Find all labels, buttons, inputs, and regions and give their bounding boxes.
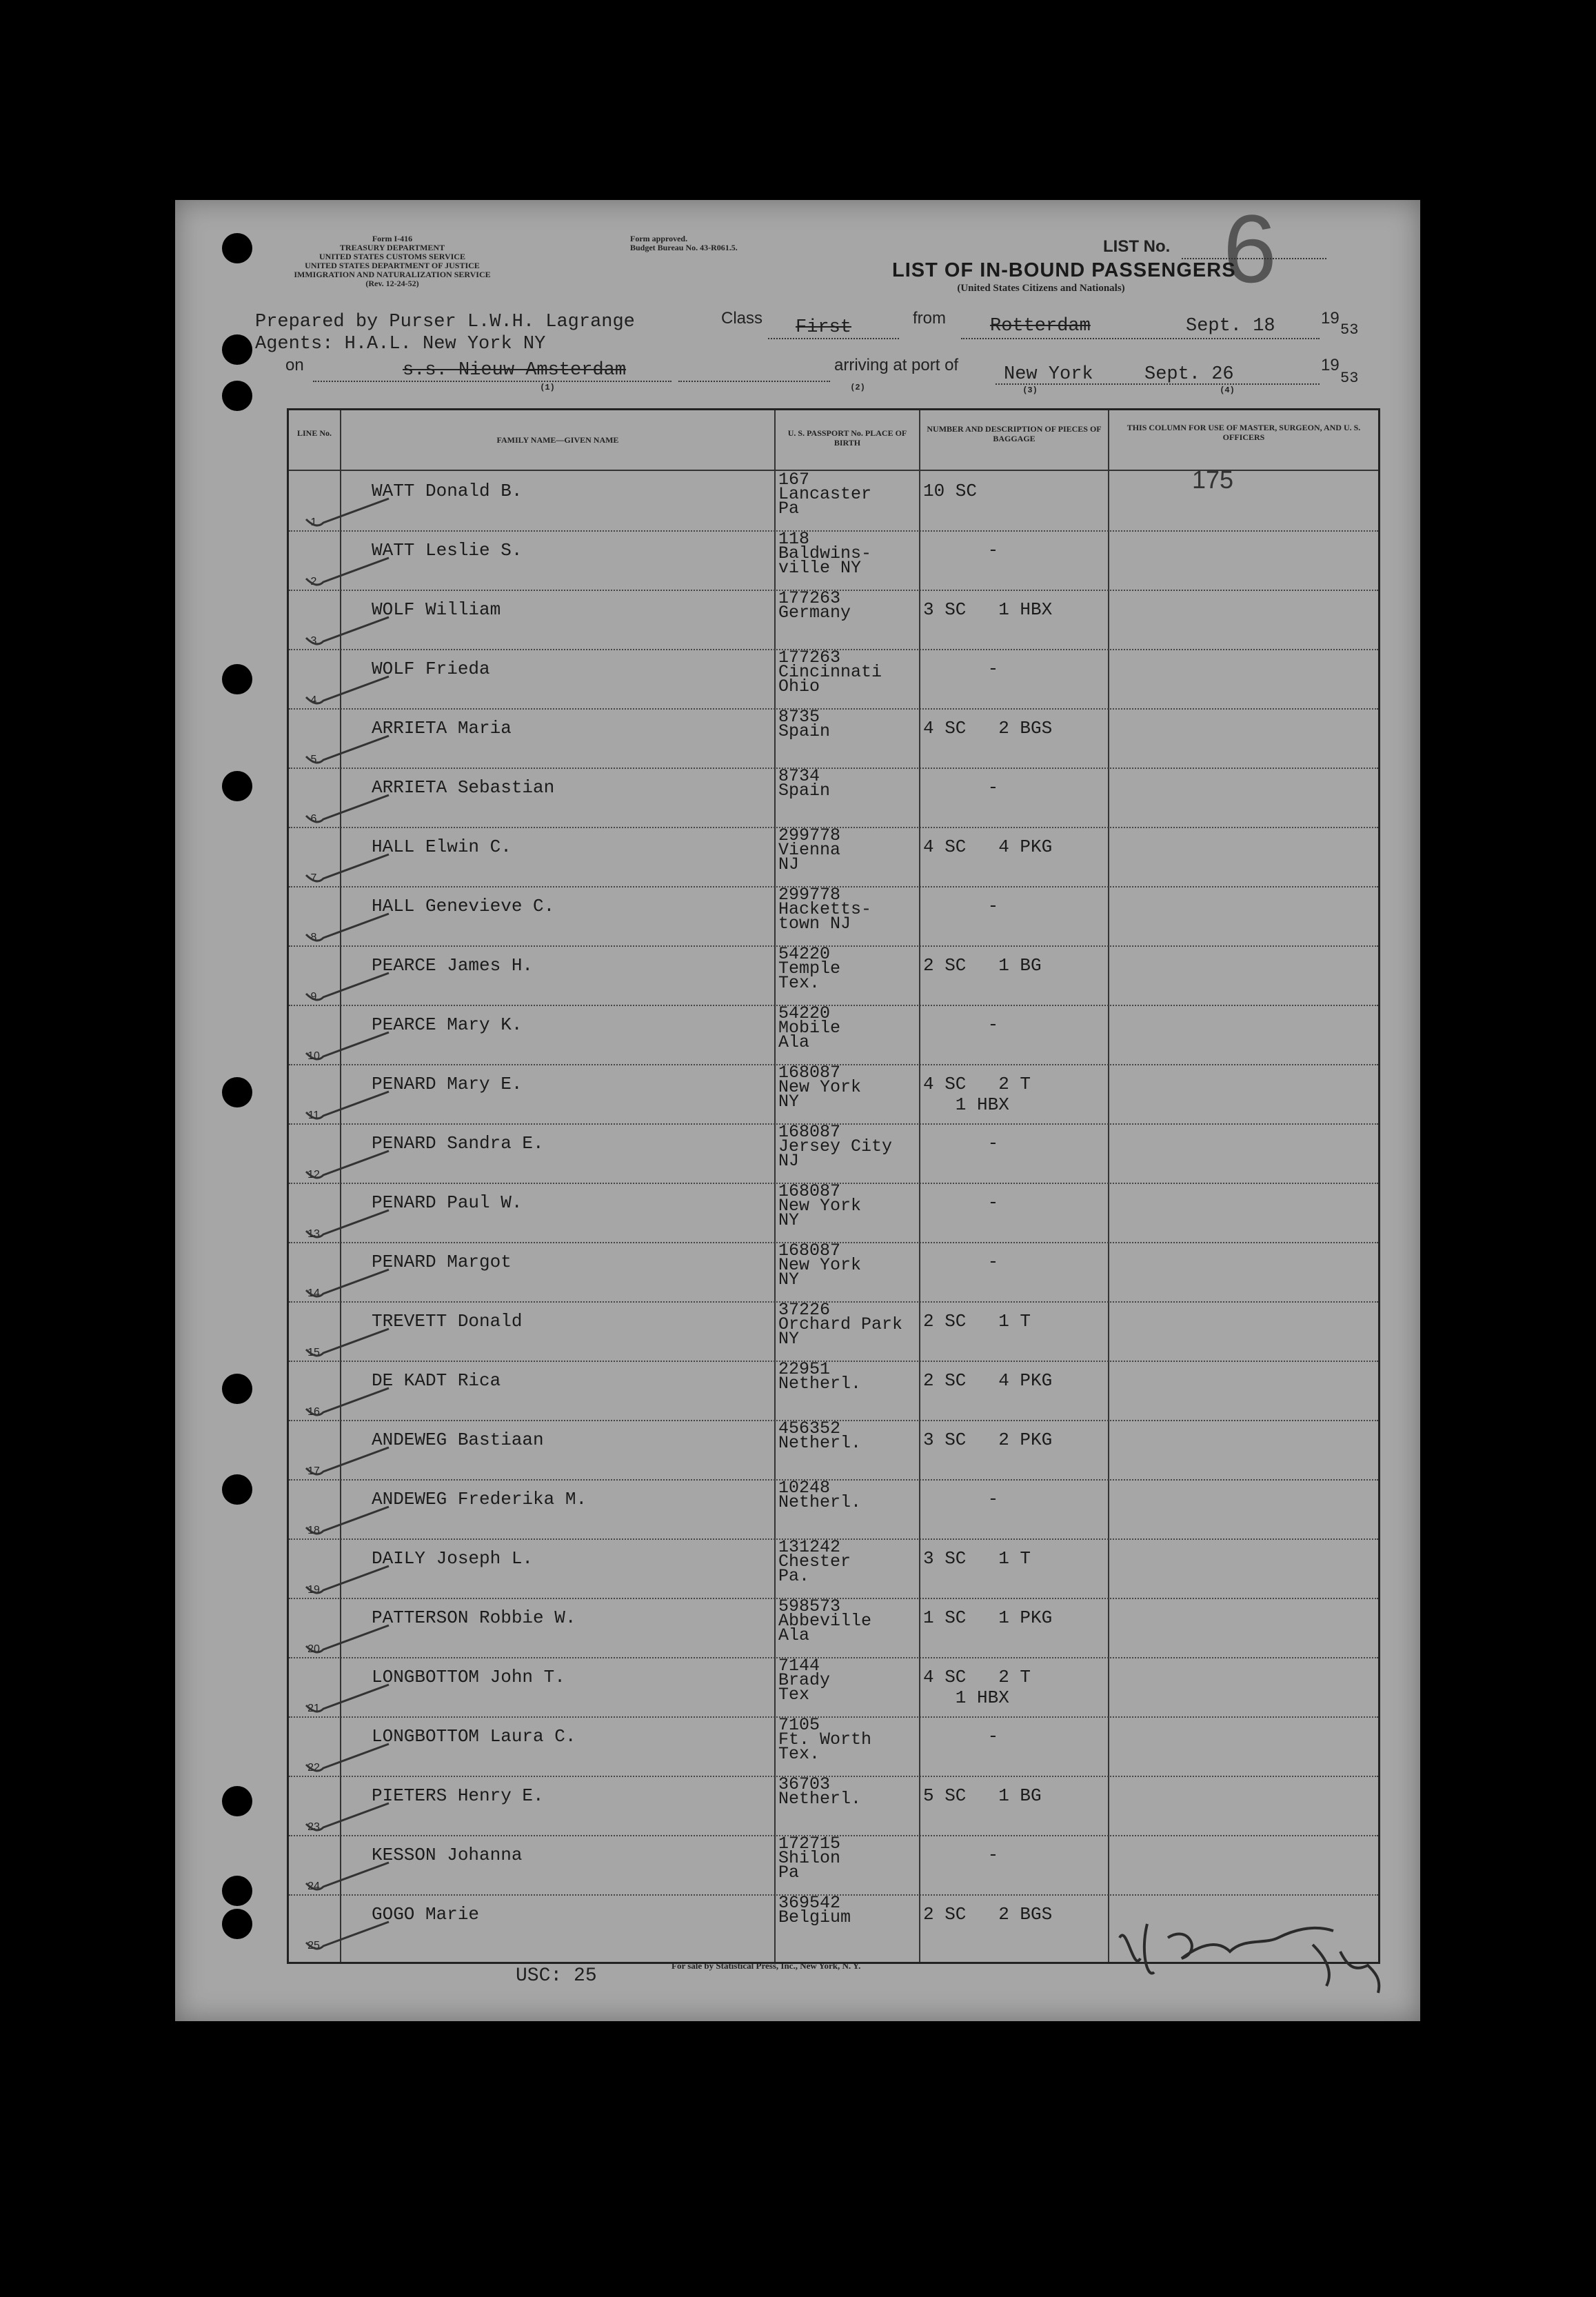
baggage: -	[923, 1252, 999, 1272]
table-row	[289, 886, 1378, 945]
check-mark	[303, 1203, 392, 1245]
table-row	[289, 1005, 1378, 1064]
passenger-name: GOGO Marie	[372, 1904, 480, 1925]
baggage: -	[923, 777, 999, 798]
passenger-name: TREVETT Donald	[372, 1311, 523, 1332]
table-row	[289, 1361, 1378, 1420]
table-row	[289, 649, 1378, 708]
table-row	[289, 1598, 1378, 1657]
punch-hole	[222, 233, 252, 263]
passport-birthplace: 168087 New York NY	[778, 1063, 862, 1112]
table-row	[289, 1657, 1378, 1716]
baggage: 4 SC 2 T 1 HBX	[923, 1074, 1031, 1115]
passport-birthplace: 8734 Spain	[778, 766, 831, 801]
passport-birthplace: 8735 Spain	[778, 707, 831, 741]
baggage: 3 SC 1 T	[923, 1548, 1031, 1569]
line-number: 5	[310, 754, 317, 765]
arrival-port: New York	[1004, 364, 1093, 385]
usc-count: USC: 25	[516, 1965, 597, 1987]
baggage: 2 SC 2 BGS	[923, 1904, 1053, 1925]
line-number: 13	[307, 1228, 320, 1240]
line-number: 1	[310, 516, 317, 528]
line-number: 9	[310, 991, 317, 1003]
passport-birthplace: 118 Baldwins- ville NY	[778, 529, 872, 578]
col-officers: THIS COLUMN FOR USE OF MASTER, SURGEON, AND U. S. OFFICERS	[1127, 423, 1361, 442]
passport-birthplace: 456352 Netherl.	[778, 1418, 862, 1453]
table-row	[289, 768, 1378, 827]
passport-birthplace: 177263 Cincinnati Ohio	[778, 648, 882, 696]
passport-birthplace: 168087 New York NY	[778, 1241, 862, 1290]
form-number: Form I-416	[372, 234, 413, 243]
arrival-year-prefix: 19	[1321, 356, 1340, 374]
check-mark	[303, 788, 392, 830]
line-number: 19	[307, 1584, 320, 1596]
agents: Agents: H.A.L. New York NY	[255, 334, 546, 354]
baggage: 4 SC 2 T 1 HBX	[923, 1667, 1031, 1708]
passenger-name: HALL Elwin C.	[372, 836, 512, 857]
passenger-name: PEARCE Mary K.	[372, 1014, 523, 1035]
passenger-name: DAILY Joseph L.	[372, 1548, 534, 1569]
check-mark	[303, 1678, 392, 1719]
form-title: LIST OF IN-BOUND PASSENGERS	[892, 259, 1236, 281]
line-number: 10	[307, 1050, 320, 1062]
passport-birthplace: 22951 Netherl.	[778, 1359, 862, 1394]
table-row	[289, 1776, 1378, 1835]
passenger-name: WATT Donald B.	[372, 481, 523, 501]
baggage: 3 SC 2 PKG	[923, 1430, 1053, 1450]
punch-hole	[222, 771, 252, 801]
table-row	[289, 471, 1378, 530]
line-number: 25	[307, 1940, 320, 1952]
passenger-name: KESSON Johanna	[372, 1845, 523, 1865]
check-mark	[303, 670, 392, 711]
line-number: 4	[310, 694, 317, 706]
passport-birthplace: 54220 Mobile Ala	[778, 1003, 841, 1052]
line-number: 16	[307, 1406, 320, 1418]
passenger-name: LONGBOTTOM John T.	[372, 1667, 565, 1687]
baggage: -	[923, 1726, 999, 1747]
form-subtitle: (United States Citizens and Nationals)	[957, 283, 1125, 294]
passport-birthplace: 7105 Ft. Worth Tex.	[778, 1715, 872, 1764]
table-row	[289, 1716, 1378, 1776]
passport-birthplace: 37226 Orchard Park NY	[778, 1300, 903, 1349]
passenger-name: ARRIETA Maria	[372, 718, 512, 739]
passport-birthplace: 172715 Shilon Pa	[778, 1834, 841, 1883]
check-mark	[303, 1915, 392, 1956]
vessel-name: s.s. Nieuw Amsterdam	[403, 360, 627, 381]
list-no-label: LIST No.	[1103, 237, 1171, 256]
baggage: 3 SC 1 HBX	[923, 599, 1053, 620]
punch-hole	[222, 334, 252, 365]
check-mark	[303, 1559, 392, 1601]
table-row	[289, 1123, 1378, 1183]
col-baggage: NUMBER AND DESCRIPTION OF PIECES OF BAGGAGE	[927, 424, 1102, 443]
table-row	[289, 1835, 1378, 1894]
table-row	[289, 1064, 1378, 1123]
passenger-name: PENARD Margot	[372, 1252, 512, 1272]
col-passport: U. S. PASSPORT No. PLACE OF BIRTH	[787, 428, 907, 448]
check-mark	[303, 551, 392, 592]
line-number: 3	[310, 635, 317, 647]
passenger-name: PEARCE James H.	[372, 955, 534, 976]
baggage: 2 SC 1 T	[923, 1311, 1031, 1332]
from-year-prefix: 19	[1321, 309, 1340, 328]
check-mark	[303, 907, 392, 948]
punch-hole	[222, 1374, 252, 1404]
check-mark	[303, 1381, 392, 1423]
line-number: 15	[307, 1347, 320, 1358]
class-label: Class	[721, 309, 763, 328]
table-row	[289, 827, 1378, 886]
punch-hole	[222, 664, 252, 694]
passport-birthplace: 168087 New York NY	[778, 1181, 862, 1230]
check-mark	[303, 1085, 392, 1126]
table-row	[289, 1183, 1378, 1242]
baggage: -	[923, 1133, 999, 1154]
punch-hole	[222, 1909, 252, 1939]
check-mark	[303, 1856, 392, 1897]
line-number: 14	[307, 1287, 320, 1299]
table-row	[289, 1301, 1378, 1361]
passport-birthplace: 598573 Abbeville Ala	[778, 1596, 872, 1645]
punch-hole	[222, 1786, 252, 1816]
line-number: 23	[307, 1821, 320, 1833]
customs-service: UNITED STATES CUSTOMS SERVICE	[319, 252, 465, 261]
table-row	[289, 590, 1378, 649]
passport-birthplace: 54220 Temple Tex.	[778, 944, 841, 993]
passenger-name: HALL Genevieve C.	[372, 896, 555, 916]
on-label: on	[285, 356, 304, 374]
passenger-name: PIETERS Henry E.	[372, 1785, 544, 1806]
line-number: 18	[307, 1525, 320, 1536]
line-number: 12	[307, 1169, 320, 1181]
passport-birthplace: 131242 Chester Pa.	[778, 1537, 851, 1586]
line-number: 17	[307, 1465, 320, 1477]
passenger-name: PENARD Paul W.	[372, 1192, 523, 1213]
form-revision: (Rev. 12-24-52)	[365, 279, 419, 288]
check-mark	[303, 1441, 392, 1482]
col-line-no: LINE No.	[296, 428, 332, 438]
passport-birthplace: 7144 Brady Tex	[778, 1656, 831, 1705]
arrival-year: 53	[1340, 370, 1359, 387]
baggage: -	[923, 659, 999, 679]
baggage: 1 SC 1 PKG	[923, 1607, 1053, 1628]
table-row	[289, 530, 1378, 590]
line-number: 21	[307, 1703, 320, 1714]
passenger-name: ANDEWEG Bastiaan	[372, 1430, 544, 1450]
from-date: Sept. 18	[1186, 316, 1275, 337]
check-mark	[303, 1144, 392, 1185]
passenger-name: ANDEWEG Frederika M.	[372, 1489, 587, 1509]
officer-note: 175	[1192, 465, 1234, 494]
form-agency-block	[279, 234, 506, 288]
punch-hole	[222, 381, 252, 411]
baggage: 2 SC 1 BG	[923, 955, 1042, 976]
passenger-name: ARRIETA Sebastian	[372, 777, 555, 798]
check-mark	[303, 1796, 392, 1838]
ins-service: IMMIGRATION AND NATURALIZATION SERVICE	[294, 270, 491, 279]
table-row	[289, 1479, 1378, 1538]
table-row	[289, 945, 1378, 1005]
from-port: Rotterdam	[990, 316, 1091, 337]
arrival-date: Sept. 26	[1144, 364, 1234, 385]
printer-note: For sale by Statistical Press, Inc., New York, N. Y.	[671, 1960, 861, 1971]
check-mark	[303, 847, 392, 889]
passport-birthplace: 36703 Netherl.	[778, 1774, 862, 1809]
col-name: FAMILY NAME—GIVEN NAME	[496, 435, 619, 445]
line-number: 20	[307, 1643, 320, 1655]
baggage: 4 SC 4 PKG	[923, 836, 1053, 857]
check-mark	[303, 1500, 392, 1541]
passport-birthplace: 167 Lancaster Pa	[778, 470, 872, 519]
from-label: from	[913, 309, 946, 328]
check-mark	[303, 1025, 392, 1067]
passenger-name: LONGBOTTOM Laura C.	[372, 1726, 576, 1747]
check-mark	[303, 1263, 392, 1304]
passenger-name: DE KADT Rica	[372, 1370, 501, 1391]
table-row	[289, 1242, 1378, 1301]
passport-birthplace: 168087 Jersey City NJ	[778, 1122, 893, 1171]
check-mark	[303, 729, 392, 770]
inspector-signature	[1106, 1896, 1395, 2000]
table-row	[289, 1420, 1378, 1479]
check-mark	[303, 492, 392, 533]
from-year: 53	[1340, 321, 1359, 339]
prepared-by: Prepared by Purser L.W.H. Lagrange	[255, 312, 635, 332]
manifest-sheet: Form I-416 TREASURY DEPARTMENT UNITED STATES CUSTOMS SERVICE UNITED STATES DEPARTMENT OF JUSTICE IMMIGRATION AND NATURALIZATION SERVICE (Rev. 12-24-52) Form approved. Budget Bureau No. 43-R061.5. LIST No. 6 LIST OF IN-BOUND PASSENGERS (United States Citizens and Nationals) Prepared by Purser L.W.H. Lagrange Agents: H.A.L. New York NY Class First from Rotterdam Sept. 18 19 53 on s.s. Nieuw Amsterdam (1) arriving at port of (2) New York (3) Sept. 26 (4) 19 53 LINE No. FAMILY NAME—GIVEN NAME U. S. PASSPORT No. PLACE OF BIRTH NUMBER AND DESCRIPTION OF PIECES OF BAGGAGE THIS COLUMN FOR USE OF MASTER, SURGEON, AND U. S. OFFICERS 175 1 WATT Donald B. 167 Lancaster Pa 10 SC 2 WATT Leslie S. 118 Baldwins- ville NY - 3 WOLF William 177263 Germany 3 SC 1 HBX 4 WOLF Frieda 177263 Cincinnati Ohio - 5 ARRIETA Maria 8735 Spain 4 SC 2 BGS 6 ARRIETA Sebastian 8734 Spain - 7 HALL Elwin C. 299778 Vienna NJ 4 SC 4 PKG 8 HALL Genevieve C. 299778 Hacketts- town NJ - 9 PEARCE James H. 54220 Temple Tex. 2 SC 1 BG 10 PEARCE Mary K. 54220 Mobile Ala - 11 PENARD Mary E. 168087 New York NY 4 SC 2 T 1 HBX 12 PENARD Sandra E. 168087 Jersey City NJ - 13 PENARD Paul W. 168087 New York NY - 14 PENARD Margot 168087 New York NY - 15 TREVETT Donald 37226 Orchard Park NY 2 SC 1 T 16 DE KADT Rica 22951 Netherl. 2 SC 4 PKG 17 ANDEWEG Bastiaan 456352 Netherl. 3 SC 2 PKG 18 ANDEWEG Frederika M. 10248 Netherl. - 19 DAILY Joseph L. 131242 Chester Pa. 3 SC 1 T 20 PATTERSON Robbie W. 598573 Abbeville Ala 1 SC 1 PKG 21 LONGBOTTOM John T. 7144 Brady Tex 4 SC 2 T 1 HBX 22 LONGBOTTOM Laura C. 7105 Ft. Worth Tex. - 23 PIETERS Henry E. 36703 Netherl. 5 SC 1 BG 24 KESSON Johanna 172715 Shilon Pa - 25 GOGO Marie 369542 Belgium 2 SC 2 BGS USC: 25 For sale by Statistical Press, Inc., New York, N. Y.	[175, 200, 1420, 2021]
check-mark	[303, 1618, 392, 1660]
line-number: 11	[307, 1110, 320, 1121]
passport-birthplace: 177263 Germany	[778, 588, 851, 623]
punch-hole	[222, 1474, 252, 1505]
passport-birthplace: 369542 Belgium	[778, 1893, 851, 1927]
justice-dept: UNITED STATES DEPARTMENT OF JUSTICE	[305, 261, 480, 270]
form-approval: Form approved. Budget Bureau No. 43-R061.5.	[630, 234, 738, 252]
baggage: -	[923, 896, 999, 916]
passport-birthplace: 299778 Vienna NJ	[778, 825, 841, 874]
punch-hole	[222, 1077, 252, 1107]
passenger-name: PENARD Mary E.	[372, 1074, 523, 1094]
table-row	[289, 708, 1378, 768]
arriving-label: arriving at port of	[834, 356, 959, 374]
line-number: 24	[307, 1880, 320, 1892]
baggage: -	[923, 1489, 999, 1509]
passport-birthplace: 10248 Netherl.	[778, 1478, 862, 1512]
passenger-name: WOLF William	[372, 599, 501, 620]
treasury-dept: TREASURY DEPARTMENT	[339, 243, 445, 252]
passenger-name: PATTERSON Robbie W.	[372, 1607, 576, 1628]
passport-birthplace: 299778 Hacketts- town NJ	[778, 885, 872, 934]
line-number: 6	[310, 813, 317, 825]
baggage: 5 SC 1 BG	[923, 1785, 1042, 1806]
passenger-name: WOLF Frieda	[372, 659, 490, 679]
line-number: 7	[310, 872, 317, 884]
baggage: -	[923, 1845, 999, 1865]
check-mark	[303, 1737, 392, 1778]
check-mark	[303, 610, 392, 652]
punch-hole	[222, 1876, 252, 1906]
baggage: 2 SC 4 PKG	[923, 1370, 1053, 1391]
check-mark	[303, 1322, 392, 1363]
baggage: -	[923, 1192, 999, 1213]
line-number: 8	[310, 932, 317, 943]
baggage: -	[923, 1014, 999, 1035]
passenger-name: PENARD Sandra E.	[372, 1133, 544, 1154]
line-number: 2	[310, 576, 317, 588]
class-value: First	[796, 317, 852, 338]
passenger-name: WATT Leslie S.	[372, 540, 523, 561]
check-mark	[303, 966, 392, 1007]
baggage: 10 SC	[923, 481, 978, 501]
passenger-table	[287, 408, 1380, 1964]
list-number: 6	[1223, 194, 1277, 303]
line-number: 22	[307, 1762, 320, 1774]
baggage: -	[923, 540, 999, 561]
table-row	[289, 1538, 1378, 1598]
baggage: 4 SC 2 BGS	[923, 718, 1053, 739]
